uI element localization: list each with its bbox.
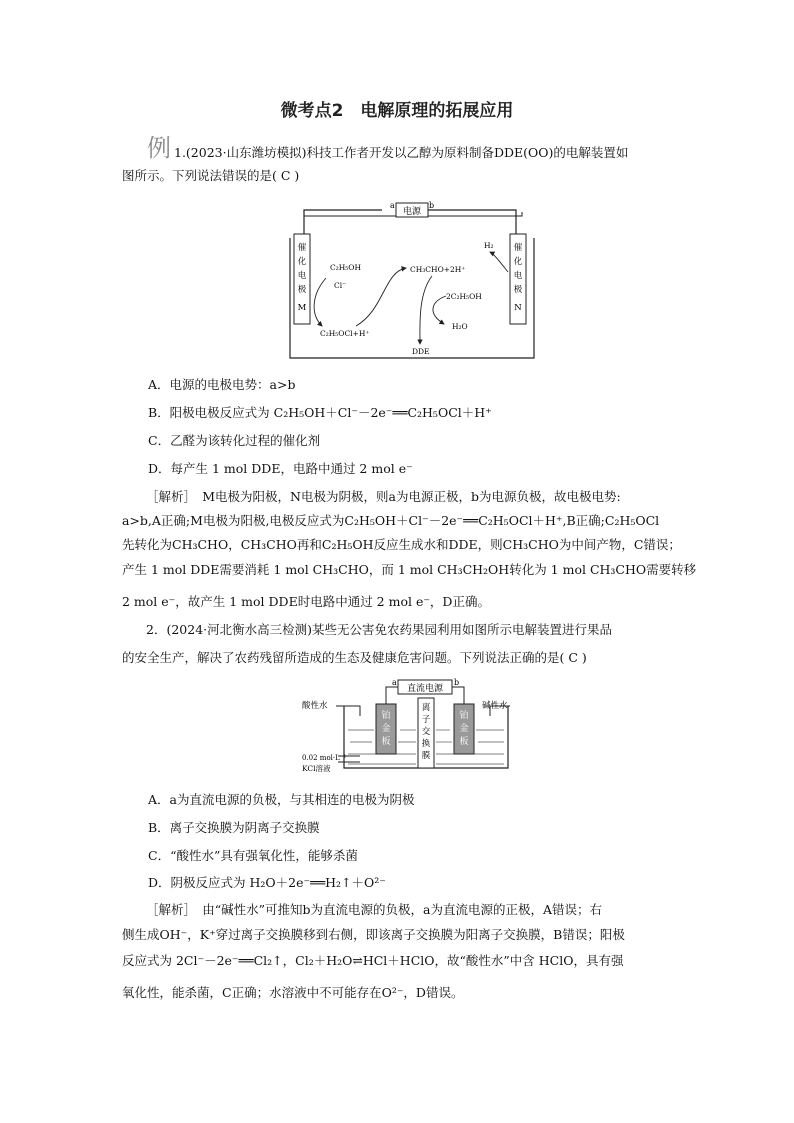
species-h2: H₂ [484,241,494,250]
terminal-a-label: a [390,201,395,210]
membrane-char: 换 [421,739,431,749]
plate-right-char: 板 [459,737,469,747]
q2-stem-line-2: 的安全生产，解决了农药残留所造成的生态及健康危害问题。下列说法正确的是( C ) [122,650,587,665]
species-c2h5oh: C₂H₅OH [330,263,361,272]
terminal-b-label: b [429,201,435,210]
power-source-label: 电源 [402,207,422,217]
q2-analysis-line: 反应式为 2Cl⁻－2e⁻══Cl₂↑，Cl₂＋H₂O⇌HCl＋HClO，故“酸性水”中含 HClO，具有强 [122,953,624,968]
electrode-n-char: 催 [513,243,523,253]
electrode-n-char: 极 [513,285,523,295]
plate-left-char: 板 [381,737,391,747]
terminal-b-label: b [454,678,460,687]
q2-option-b: B．离子交换膜为阴离子交换膜 [148,820,320,835]
q1-option-c: C．乙醛为该转化过程的催化剂 [148,433,321,448]
electrolysis-diagram-1 [286,198,538,362]
species-dde: DDE [412,347,430,356]
electrode-n-char: N [514,303,522,313]
q2-analysis-line: 氧化性，能杀菌，C正确；水溶液中不可能存在O²⁻，D错误。 [122,985,464,1000]
terminal-a-label: a [392,678,397,687]
kcl-solution-label: KCl溶液 [302,764,331,773]
q1-analysis-line: a>b,A正确;M电极为阳极,电极反应式为C₂H₅OH＋Cl⁻－2e⁻══C₂H₅OCl＋H⁺,B正确;C₂H₅OCl [122,513,660,528]
membrane-char: 膜 [421,751,431,761]
acidic-water-label: 酸性水 [302,701,328,711]
electrode-m-char: 极 [297,285,307,295]
plate-right-char: 铂 [459,711,469,721]
species-ch3cho: CH₃CHO+2H⁺ [410,265,466,274]
plate-left-char: 铂 [381,711,391,721]
q1-option-a: A．电源的电极电势：a>b [148,377,296,392]
electrode-m-char: M [297,303,307,313]
q1-stem-line-1: 1.(2023·山东潍坊模拟)科技工作者开发以乙醇为原料制备DDE(OO)的电解装置如 [174,145,629,160]
q1-option-b: B．阳极电极反应式为 C₂H₅OH＋Cl⁻－2e⁻══C₂H₅OCl＋H⁺ [148,405,492,420]
species-h2o: H₂O [452,322,468,331]
plate-left-char: 金 [381,724,391,734]
q1-option-d: D．每产生 1 mol DDE，电路中通过 2 mol e⁻ [148,461,413,476]
electrode-m-char: 化 [297,257,307,267]
membrane-char: 离 [421,703,431,713]
electrode-n-char: 电 [513,271,523,281]
q2-analysis-line: ［解析］ 由“碱性水”可推知b为直流电源的负极，a为直流电源的正极，A错误；右 [146,902,603,917]
plate-right-char: 金 [459,724,469,734]
q2-analysis-line: 侧生成OH⁻，K⁺穿过离子交换膜移到右侧，即该离子交换膜为阳离子交换膜，B错误；阳极 [122,927,625,942]
q1-analysis-line: 2 mol e⁻，故产生 1 mol DDE时电路中通过 2 mol e⁻，D正确。 [122,594,490,609]
q2-option-a: A．a为直流电源的负极，与其相连的电极为阴极 [148,792,415,807]
kcl-concentration-label: 0.02 mol·L⁻¹ [302,754,347,762]
species-2c2h5oh: 2C₂H₅OH [446,292,482,301]
electrode-m-char: 电 [297,271,307,281]
species-cl: Cl⁻ [334,281,347,290]
membrane-char: 交 [421,727,431,737]
q1-analysis-line: 产生 1 mol DDE需要消耗 1 mol CH₃CHO，而 1 mol CH₃CH₂OH转化为 1 mol CH₃CHO需要转移 [122,562,697,577]
species-c2h5ocl: C₂H₅OCl+H⁺ [320,329,370,338]
q2-stem-line-1: 2．(2024·河北衡水高三检测)某些无公害免农药果园利用如图所示电解装置进行果品 [146,622,612,637]
electrode-n-char: 化 [513,257,523,267]
example-mark: 例 [147,134,171,162]
electrolysis-diagram-2 [300,676,520,778]
dc-power-label: 直流电源 [406,684,444,694]
q1-analysis-line: ［解析］ M电极为阳极，N电极为阴极，则a为电源正极，b为电源负极，故电极电势: [146,489,621,504]
q2-option-d: D．阴极反应式为 H₂O＋2e⁻══H₂↑＋O²⁻ [148,875,386,890]
page-title: 微考点2 电解原理的拓展应用 [280,101,514,121]
alkaline-water-label: 碱性水 [482,701,508,711]
electrode-m-char: 催 [297,243,307,253]
q1-analysis-line: 先转化为CH₃CHO，CH₃CHO再和C₂H₅OH反应生成水和DDE，则CH₃CHO为中间产物，C错误； [122,537,681,552]
membrane-char: 子 [421,715,431,725]
q2-option-c: C．“酸性水”具有强氧化性，能够杀菌 [148,848,358,863]
q1-stem-line-2: 图所示。下列说法错误的是( C ) [122,168,300,183]
